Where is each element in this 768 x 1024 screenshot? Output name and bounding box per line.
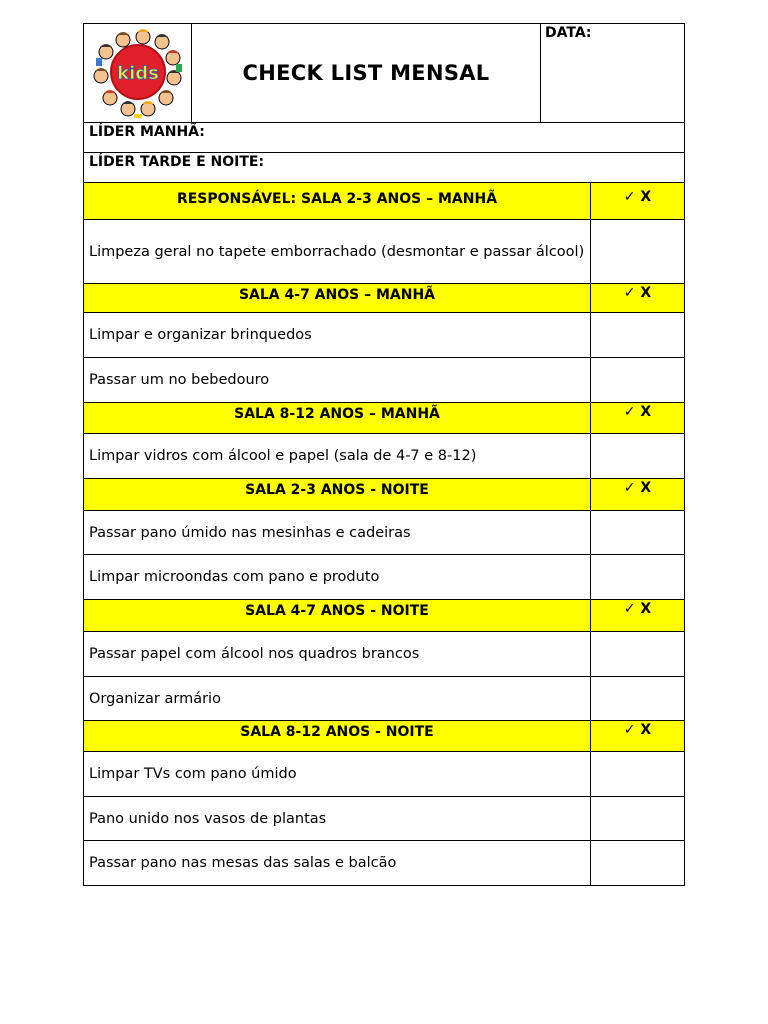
section-title: SALA 4-7 ANOS – MANHÃ	[84, 284, 591, 312]
check-header: ✓ X	[623, 722, 652, 738]
section-header	[83, 403, 685, 434]
check-header: ✓ X	[623, 480, 652, 496]
task-row	[83, 797, 685, 841]
task-text: Passar um no bebedouro	[84, 358, 591, 402]
task-row	[83, 358, 685, 403]
svg-text:kids: kids	[117, 63, 159, 84]
section-title: SALA 8-12 ANOS – MANHÃ	[84, 403, 591, 433]
logo-cell	[84, 24, 192, 122]
check-cell[interactable]	[591, 313, 684, 357]
leader-afternoon-night-field[interactable]	[83, 153, 685, 183]
section-header	[83, 600, 685, 632]
task-text: Limpar e organizar brinquedos	[84, 313, 591, 357]
task-row	[83, 677, 685, 721]
task-row	[83, 434, 685, 479]
task-text: Passar pano nas mesas das salas e balcão	[84, 841, 591, 885]
section-title: SALA 2-3 ANOS - NOITE	[84, 479, 591, 510]
task-text: Organizar armário	[84, 677, 591, 720]
kids-logo	[88, 28, 188, 118]
task-text: Limpar TVs com pano úmido	[84, 752, 591, 796]
check-header: ✓ X	[623, 285, 652, 301]
task-row	[83, 511, 685, 555]
check-cell[interactable]	[591, 677, 684, 720]
title-cell	[192, 24, 541, 122]
task-text: Limpar vidros com álcool e papel (sala de 4-7 e 8-12)	[84, 434, 591, 478]
check-cell[interactable]	[591, 434, 684, 478]
section-title: SALA 4-7 ANOS - NOITE	[84, 600, 591, 631]
check-cell[interactable]	[591, 220, 684, 283]
task-row	[83, 632, 685, 677]
check-cell[interactable]	[591, 841, 684, 885]
task-row	[83, 220, 685, 284]
section-header	[83, 183, 685, 220]
task-row	[83, 841, 685, 886]
check-cell[interactable]	[591, 555, 684, 599]
leader-morning-label: LÍDER MANHÃ:	[89, 124, 205, 140]
task-text: Pano unido nos vasos de plantas	[84, 797, 591, 840]
check-header: ✓ X	[623, 189, 652, 205]
check-cell[interactable]	[591, 511, 684, 554]
header-row	[83, 23, 685, 123]
task-row	[83, 555, 685, 600]
task-row	[83, 313, 685, 358]
check-cell[interactable]	[591, 797, 684, 840]
check-cell[interactable]	[591, 632, 684, 676]
section-header	[83, 721, 685, 752]
section-title: RESPONSÁVEL: SALA 2-3 ANOS – MANHÃ	[84, 183, 591, 219]
date-field[interactable]	[541, 24, 684, 122]
task-row	[83, 752, 685, 797]
section-title: SALA 8-12 ANOS - NOITE	[84, 721, 591, 751]
leader-afternoon-night-label: LÍDER TARDE E NOITE:	[89, 154, 265, 170]
section-header	[83, 479, 685, 511]
check-header: ✓ X	[623, 404, 652, 420]
check-cell[interactable]	[591, 358, 684, 402]
check-cell[interactable]	[591, 752, 684, 796]
section-header	[83, 284, 685, 313]
task-text: Limpar microondas com pano e produto	[84, 555, 591, 599]
checklist-sheet	[83, 23, 685, 886]
leader-morning-field[interactable]	[83, 123, 685, 153]
date-label: DATA:	[545, 25, 592, 41]
task-text: Passar pano úmido nas mesinhas e cadeiras	[84, 511, 591, 554]
page-title: CHECK LIST MENSAL	[242, 61, 490, 85]
task-text: Passar papel com álcool nos quadros brancos	[84, 632, 591, 676]
task-text: Limpeza geral no tapete emborrachado (desmontar e passar álcool)	[84, 220, 591, 283]
check-header: ✓ X	[623, 601, 652, 617]
